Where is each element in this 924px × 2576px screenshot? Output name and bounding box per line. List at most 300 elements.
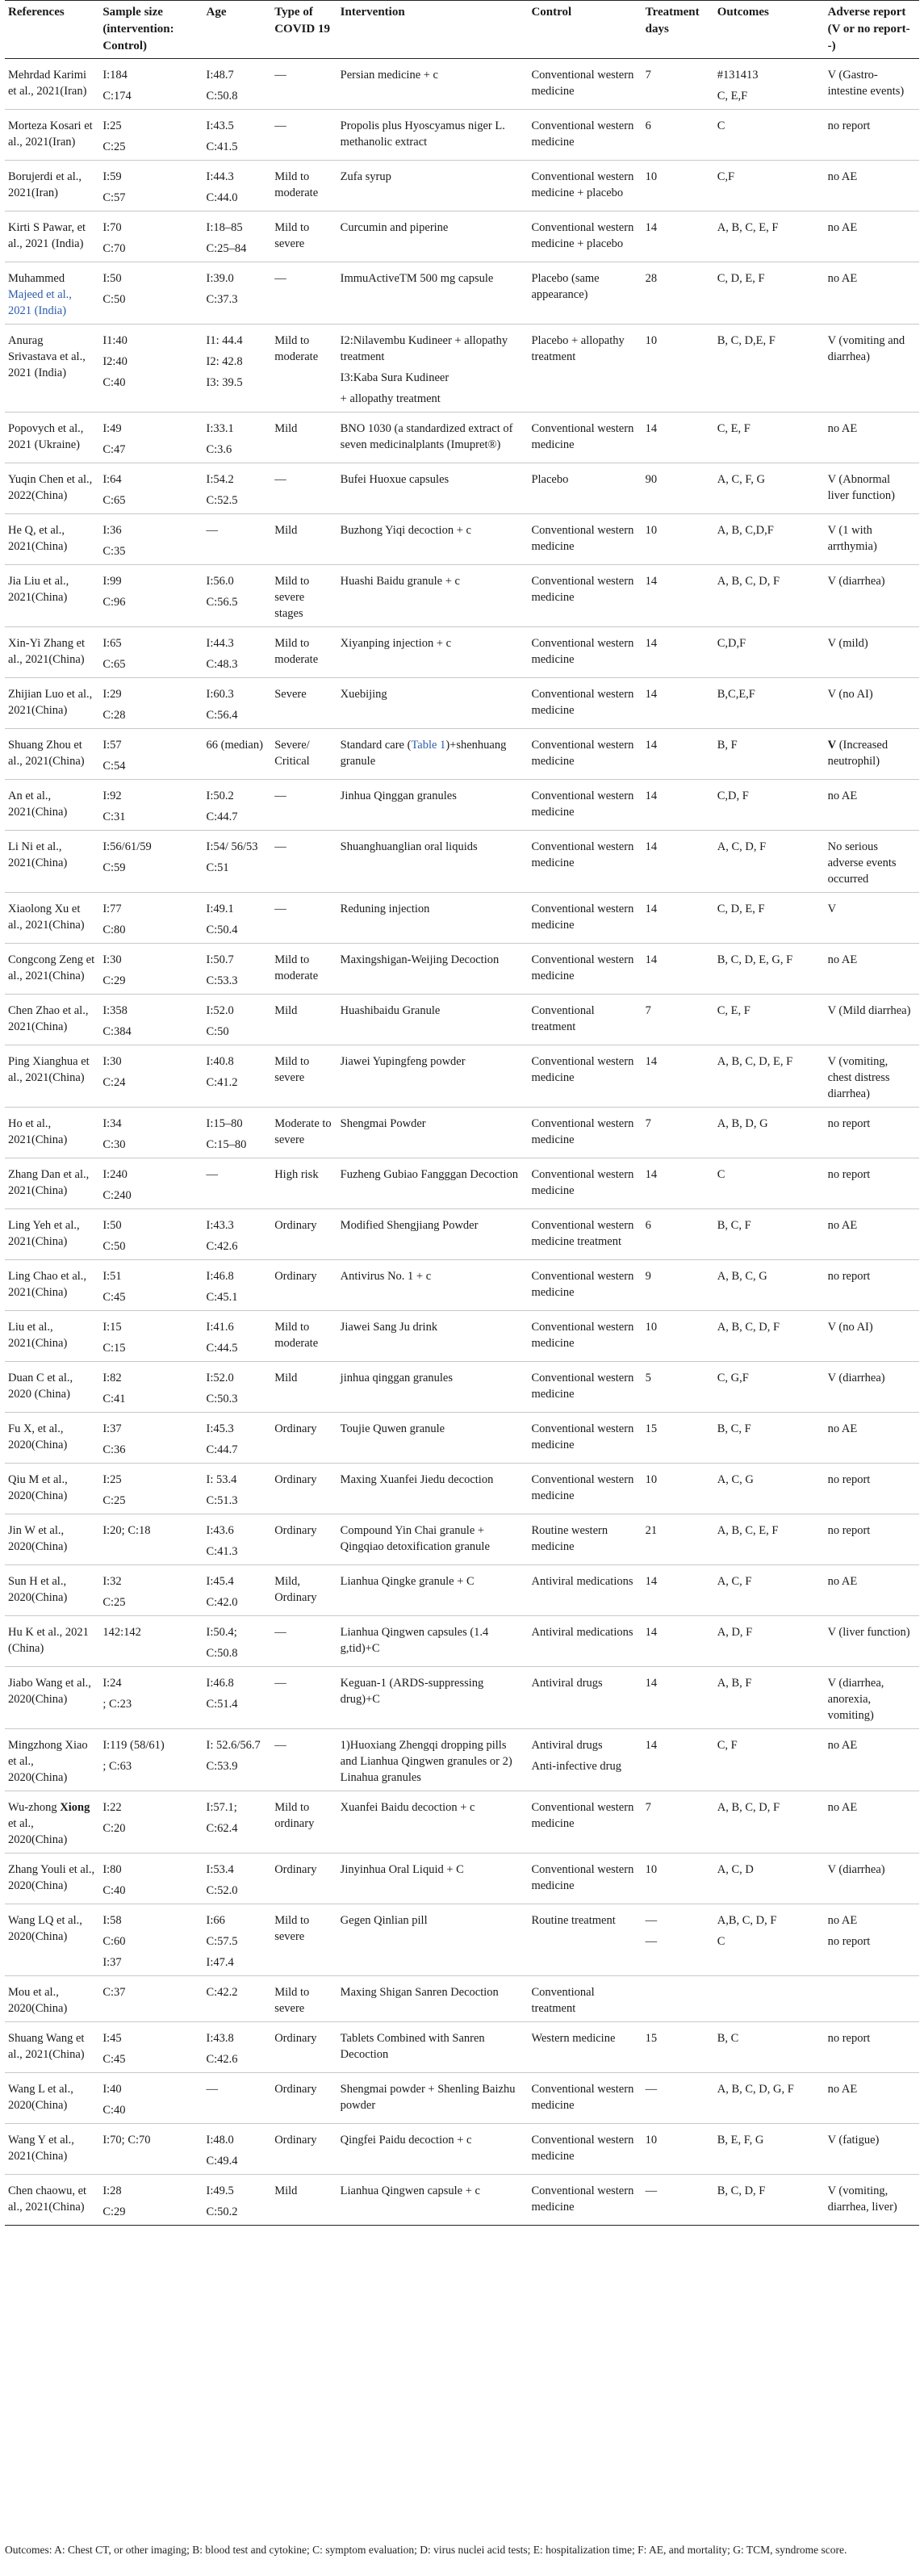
table-row [5,2073,919,2124]
cell-line: Conventional western medicine [531,953,634,982]
cell-line: C:41 [102,1393,126,1405]
cell-line: C:31 [102,810,126,823]
sample-size-cell [99,1045,203,1108]
cell-line: 10 [645,1321,658,1334]
cell-line: C:41.5 [206,140,238,153]
table-row [5,1108,919,1158]
reference-cell [5,1565,99,1616]
cell-line: Anurag Srivastava et al., 2021 (India) [8,334,86,379]
cell-line: C:40 [102,1884,126,1897]
cell-line: V (Abnormal liver function) [827,473,895,502]
reference-cell [5,831,99,893]
table-row [5,1209,919,1260]
cell-line: C:44.7 [206,1443,238,1456]
reference-cell [5,893,99,944]
table-row [5,325,919,413]
cell-line: I:54/ 56/53 [206,840,258,853]
age-cell [203,463,271,514]
cell-line: C:50 [102,1240,126,1253]
cell-line: Persian medicine + c [340,69,438,82]
cell-line: A, B, C, D, G, F [717,2083,794,2096]
adverse-report-cell [825,1464,919,1514]
treatment-days-cell [642,729,714,780]
cell-line: I:358 [102,1004,128,1017]
cell-line: 14 [645,221,658,234]
table-row [5,1311,919,1362]
cell-line: Curcumin and piperine [340,221,449,234]
treatment-days-cell [642,1158,714,1209]
cell-line: C:36 [102,1443,126,1456]
cell-line: I:45 [102,2032,122,2045]
age-cell [203,2175,271,2226]
adverse-report-cell [825,780,919,831]
cell-line: Ordinary [274,1863,317,1876]
treatment-days-cell [642,2022,714,2073]
cell-line: I:54.2 [206,473,234,486]
outcomes-cell [714,1616,825,1667]
table-row [5,1045,919,1108]
cell-line: Xiaolong Xu et al., 2021(China) [8,903,85,932]
covid-type-cell [271,413,337,463]
sample-size-cell [99,110,203,161]
intervention-cell [337,2073,529,2124]
cell-line: I:22 [102,1801,122,1814]
reference-cell [5,1904,99,1976]
cell-line: Buzhong Yiqi decoction + c [340,524,471,537]
adverse-report-cell [825,627,919,678]
treatment-days-cell [642,1791,714,1853]
cell-line: 14 [645,422,658,435]
cell-line: C:44.5 [206,1342,238,1355]
table-row [5,678,919,729]
adverse-report-cell [825,262,919,325]
cell-line: 7 [645,1004,651,1017]
cell-line: Conventional western medicine [531,1055,634,1084]
cell-line: A, C, F [717,1575,752,1588]
cell-line: V (vomiting, diarrhea, liver) [827,2184,897,2214]
text-part: (Increased neutrophil) [827,739,888,768]
cell-line: A, B, C, E, F [717,1524,779,1537]
cell-line: 28 [645,272,658,285]
age-cell [203,325,271,413]
cell-line: 10 [645,170,658,183]
covid-type-cell [271,565,337,627]
text-part: et al., 2020(China) [8,1817,68,1846]
reference-cell [5,1209,99,1260]
covid-type-cell [271,1667,337,1729]
treatment-days-cell [642,1108,714,1158]
intervention-cell [337,1108,529,1158]
cell-line: Western medicine [531,2032,616,2045]
cell-line: 5 [645,1372,651,1384]
cell-line: Conventional western medicine [531,739,634,768]
cell-line: 14 [645,1575,658,1588]
treatment-days-cell [642,678,714,729]
outcomes-cell [714,1667,825,1729]
cell-line: I:40 [102,2083,122,2096]
cell-line: Ling Yeh et al., 2021(China) [8,1219,80,1248]
reference-cell [5,995,99,1045]
cell-line: C:3.6 [206,443,232,456]
sample-size-cell [99,1464,203,1514]
cell-line: C:25 [102,1596,126,1609]
intervention-cell [337,729,529,780]
outcomes-cell [714,565,825,627]
cell-line: Conventional western medicine [531,688,634,717]
cell-line: Conventional western medicine [531,1422,634,1451]
cell-line: Mild to severe [274,221,310,250]
sample-size-cell [99,463,203,514]
control-cell [528,1108,642,1158]
cell-line: Ordinary [274,1524,317,1537]
header-row [5,1,919,59]
table-row [5,893,919,944]
covid-type-cell [271,1209,337,1260]
column-header-adverse-report: Adverse report (V or no report--) [827,6,910,52]
cell-line: C:51.3 [206,1494,238,1507]
table-row [5,831,919,893]
cell-line: ImmuActiveTM 500 mg capsule [340,272,494,285]
cell-line: C, D, E, F [717,272,765,285]
cell-line: no AE [827,272,858,285]
adverse-report-cell [825,2175,919,2226]
table-header [5,1,919,59]
cell-line: C:37 [102,1986,126,1999]
cell-line: Placebo + allopathy treatment [531,334,625,363]
cell-line: I: 52.6/56.7 [206,1739,261,1752]
outcomes-cell [714,161,825,212]
sample-size-cell [99,262,203,325]
treatment-days-cell [642,1729,714,1791]
cell-line: I:77 [102,903,122,915]
cell-line: Antiviral drugs [531,1677,603,1690]
table-row [5,463,919,514]
adverse-report-cell [825,463,919,514]
cell-line: C:54 [102,760,126,773]
treatment-days-cell [642,1616,714,1667]
sample-size-cell [99,1853,203,1904]
cell-line: I:50 [102,272,122,285]
cell-line: C:49.4 [206,2155,238,2168]
table-row [5,1729,919,1791]
cell-line: I:24 [102,1677,122,1690]
cell-line: 14 [645,1739,658,1752]
cell-line: C, G,F [717,1372,749,1384]
cell-line: A, B, C,D,F [717,524,774,537]
cell-line: C:62.4 [206,1822,238,1835]
cell-line: Mild to severe [274,1914,310,1943]
age-cell [203,565,271,627]
cell-line: I:52.0 [206,1004,234,1017]
cell-line: I:50 [102,1219,122,1232]
adverse-report-cell [825,1362,919,1413]
cell-line: C:65 [102,658,126,671]
cell-line: I:43.3 [206,1219,234,1232]
cell-line: I: 53.4 [206,1473,237,1486]
age-cell [203,1209,271,1260]
adverse-report-cell [825,325,919,413]
cell-line: Conventional western medicine [531,790,634,819]
age-cell [203,1565,271,1616]
control-cell [528,59,642,110]
control-cell [528,2073,642,2124]
cell-line [828,737,914,769]
covid-type-cell [271,1904,337,1976]
adverse-report-cell [825,995,919,1045]
cell-line: I:30 [102,953,122,966]
cell-line: C:42.6 [206,2053,238,2066]
cell-line: I2: 42.8 [206,355,243,368]
cell-line: Toujie Quwen granule [340,1422,445,1435]
treatment-days-cell [642,514,714,565]
sample-size-cell [99,831,203,893]
intervention-cell [337,514,529,565]
cell-line: Xuebijing [340,688,387,701]
cell-line: V (Gastro-intestine events) [827,69,905,98]
cell-line: Conventional western medicine [531,637,634,666]
cell-line: Antiviral medications [531,1575,633,1588]
covid-type-cell [271,627,337,678]
cell-line: C:41.3 [206,1545,238,1558]
cell-line: Ordinary [274,1219,317,1232]
cell-line: no AE [827,221,858,234]
control-cell [528,212,642,262]
reference-cell [5,780,99,831]
sample-size-cell [99,1514,203,1565]
cell-line: C:29 [102,2205,126,2218]
treatment-days-cell [642,831,714,893]
cell-line: 14 [645,1677,658,1690]
cell-line: V (Mild diarrhea) [827,1004,911,1017]
cell-line: C:51.4 [206,1698,238,1711]
cell-line: I:36 [102,524,122,537]
control-cell [528,1362,642,1413]
intervention-cell [337,1976,529,2022]
age-cell [203,1158,271,1209]
cell-line: Mild [274,422,298,435]
control-cell [528,1791,642,1853]
cell-line: C:42.6 [206,1240,238,1253]
cell-line: C:65 [102,494,126,507]
outcomes-cell [714,1413,825,1464]
outcomes-cell [714,59,825,110]
intervention-cell [337,325,529,413]
cell-line: C:50.8 [206,90,238,103]
cell-line: C:25 [102,140,126,153]
outcomes-cell [714,110,825,161]
cell-line: Conventional western medicine [531,1801,634,1830]
cell-line: C:48.3 [206,658,238,671]
age-cell [203,514,271,565]
covid-type-cell [271,780,337,831]
intervention-cell [337,2175,529,2226]
treatment-days-cell [642,565,714,627]
column-header-covid-type: Type of COVID 19 [274,6,330,36]
cell-line: Gegen Qinlian pill [340,1914,428,1927]
reference-cell [5,627,99,678]
sample-size-cell [99,1311,203,1362]
intervention-cell [337,1311,529,1362]
cell-line: Ordinary [274,1473,317,1486]
table-row [5,627,919,678]
sample-size-cell [99,995,203,1045]
cell-line: I:45.3 [206,1422,234,1435]
covid-type-cell [271,831,337,893]
sample-size-cell [99,59,203,110]
cell-line: Ling Chao et al., 2021(China) [8,1270,87,1299]
cell-line: A, B, C, E, F [717,221,779,234]
cell-line: I2:Nilavembu Kudineer + allopathy treatment [340,334,508,363]
age-cell [203,2124,271,2175]
cell-line: Anti-infective drug [531,1760,622,1773]
cell-line: 14 [645,790,658,802]
adverse-report-cell [825,1667,919,1729]
cell-line: 15 [645,1422,658,1435]
adverse-report-cell [825,1209,919,1260]
control-cell [528,514,642,565]
cell-line: I:82 [102,1372,122,1384]
age-cell [203,2022,271,2073]
covid-type-cell [271,1464,337,1514]
control-cell [528,565,642,627]
cell-line: C:15 [102,1342,126,1355]
age-cell [203,1853,271,1904]
cell-line: Li Ni et al., 2021(China) [8,840,68,869]
cell-line: C:50.3 [206,1393,238,1405]
cell-line: C:384 [102,1025,132,1038]
cell-line: Shengmai powder + Shenling Baizhu powder [340,2083,516,2112]
covid-type-cell [271,1108,337,1158]
cell-line: A, B, C, D, F [717,575,780,588]
cell-line: 7 [645,1117,651,1130]
cell-line: C, E, F [717,422,750,435]
sample-size-cell [99,729,203,780]
cell-line: B, C, F [717,1422,751,1435]
cell-line: 14 [645,739,658,752]
cell-line: 21 [645,1524,658,1537]
cell-line: I:70; C:70 [102,2134,151,2147]
intervention-cell [337,1729,529,1791]
cell-line: I:50.7 [206,953,234,966]
age-cell [203,780,271,831]
adverse-report-cell [825,893,919,944]
cell-line: I:41.6 [206,1321,234,1334]
cell-line: Huashibaidu Granule [340,1004,441,1017]
table-row [5,1413,919,1464]
cell-line: Sun H et al., 2020(China) [8,1575,68,1604]
cell-line: V (vomiting, chest distress diarrhea) [827,1055,890,1100]
covid-type-cell [271,212,337,262]
cell-line: no AE [827,1914,858,1927]
covid-type-cell [271,514,337,565]
cell-line: no AE [827,422,858,435]
cell-line: Jia Liu et al., 2021(China) [8,575,69,604]
covid-type-cell [271,110,337,161]
cell-line: Conventional western medicine [531,524,634,553]
control-cell [528,678,642,729]
cell-line: 14 [645,1626,658,1639]
cell-line: C:80 [102,924,126,936]
cell-line: Bufei Huoxue capsules [340,473,449,486]
covid-type-cell [271,1260,337,1311]
cell-line: Fu X, et al., 2020(China) [8,1422,68,1451]
cell-line: C, D, E, F [717,903,765,915]
outcomes-cell [714,413,825,463]
control-cell [528,1616,642,1667]
cell-line: Morteza Kosari et al., 2021(Iran) [8,119,93,149]
cell-line: V (diarrhea) [827,1863,885,1876]
cell-line: A, C, D, F [717,840,767,853]
reference-cell [5,1311,99,1362]
cell-line: Severe/ Critical [274,739,310,768]
cell-line: Mild to severe [274,1055,310,1084]
treatment-days-cell [642,2073,714,2124]
intervention-cell [337,1791,529,1853]
cell-line: Mingzhong Xiao et al., 2020(China) [8,1739,88,1784]
intervention-cell [337,1565,529,1616]
table-row [5,1362,919,1413]
sample-size-cell [99,893,203,944]
table-row [5,729,919,780]
cell-line: Shuanghuanglian oral liquids [340,840,478,853]
cell-line: V (no AI) [827,1321,873,1334]
treatment-days-cell [642,1362,714,1413]
cell-line: 10 [645,524,658,537]
cell-line: V [827,903,837,915]
cell-line: C:20 [102,1822,126,1835]
outcomes-cell [714,325,825,413]
control-cell [528,325,642,413]
cell-line: Placebo (same appearance) [531,272,600,301]
outcomes-cell [714,944,825,995]
table-row [5,59,919,110]
outcomes-cell [714,678,825,729]
control-cell [528,1464,642,1514]
cell-line: I:48.0 [206,2134,234,2147]
table-footnote: Outcomes: A: Chest CT, or other imaging; B: blood test and cytokine; C: symptom evaluation; D: virus nuclei acid tests; E: hospitalization time; F: AE, and mortality; G: TCM, syndrome score. [5,2544,847,2556]
cell-line: Muhammed [8,272,65,285]
outcomes-cell [714,1464,825,1514]
cell-line: Xiyanping injection + c [340,637,452,650]
reference-cell [5,1976,99,2022]
adverse-report-cell [825,110,919,161]
adverse-report-cell [825,729,919,780]
cell-line: V (vomiting and diarrhea) [827,334,905,363]
outcomes-cell [714,1565,825,1616]
covid-type-cell [271,1791,337,1853]
age-cell [203,1904,271,1976]
cell-line: Mild, Ordinary [274,1575,317,1604]
cell-line: I3: 39.5 [206,376,243,389]
table-row [5,1616,919,1667]
intervention-cell [337,831,529,893]
cell-line: 1)Huoxiang Zhengqi dropping pills and Lianhua Qingwen granules or 2) Linahua granules [340,1739,512,1784]
age-cell [203,110,271,161]
cell-line: C:25–84 [206,242,247,255]
cell-line: Modified Shengjiang Powder [340,1219,479,1232]
cell-line: I:56/61/59 [102,840,152,853]
cell-line: I:33.1 [206,422,234,435]
cell-line: I2:40 [102,355,128,368]
cell-line: I:92 [102,790,122,802]
reference-cell [5,1108,99,1158]
reference-cell [5,262,99,325]
cell-line: I:43.8 [206,2032,234,2045]
cell-line: Lianhua Qingwen capsule + c [340,2184,480,2197]
cell-line: Jin W et al., 2020(China) [8,1524,68,1553]
cell-line: I:184 [102,69,128,82]
cell-line: V (no AI) [827,688,873,701]
